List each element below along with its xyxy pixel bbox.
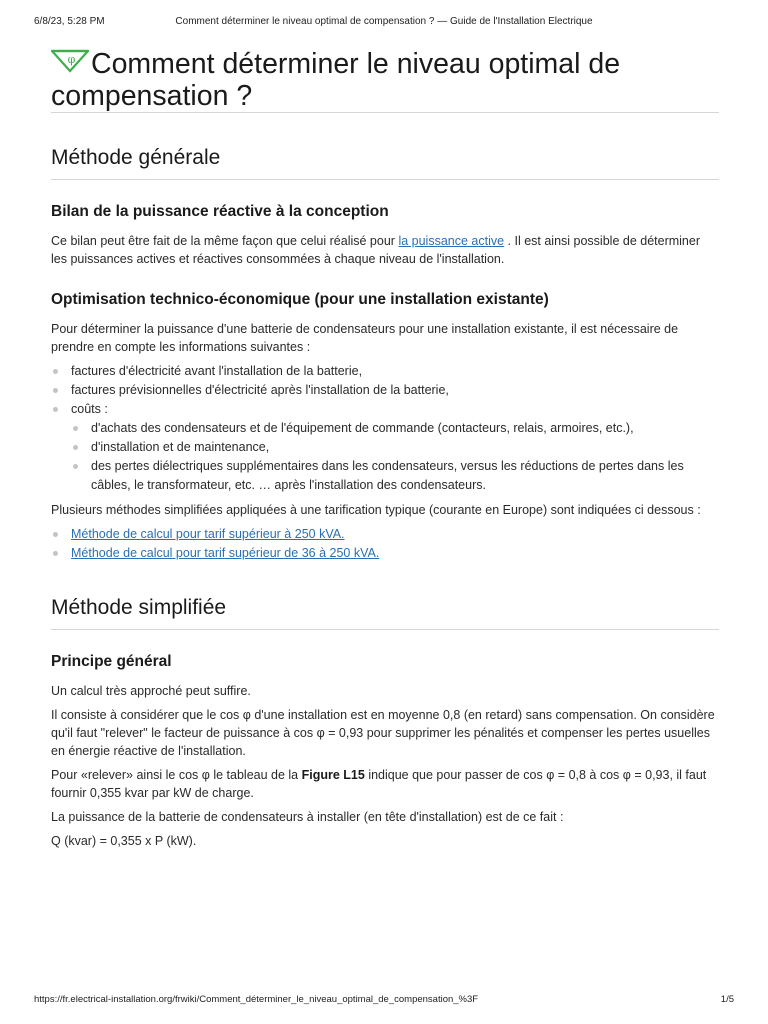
costs-sublist (71, 419, 719, 495)
list-item: d'installation et de maintenance, (71, 438, 719, 457)
methods-intro: Plusieurs méthodes simplifiées appliquées à une tarification typique (courante en Europe) sont indiquées ci dessous : (51, 503, 701, 517)
principe-p1: Un calcul très approché peut suffire. (51, 684, 251, 698)
subheading-bilan: Bilan de la puissance réactive à la conception (51, 203, 389, 220)
section-divider (51, 629, 719, 630)
section-heading-simplified: Méthode simplifiée (51, 596, 227, 619)
svg-text:φ: φ (67, 53, 76, 66)
principe-p2: Il consiste à considérer que le cos φ d'une installation est en moyenne 0,8 (en retard) sans compensation. On considère qu'il faut "relever" le facteur de puissance à cos φ = 0,93 pour supprimer les pénalités et compenser les pertes usuelles en énergie réactive de l'installation. (51, 708, 715, 758)
principe-formula: Q (kvar) = 0,355 x P (kW). (51, 834, 197, 848)
page-title-text: Comment déterminer le niveau optimal de compensation ? (51, 48, 621, 112)
phi-logo-icon (51, 49, 89, 75)
title-divider (51, 112, 719, 113)
list-item (51, 544, 719, 563)
print-header (34, 16, 734, 30)
figure-reference: Figure L15 (301, 768, 365, 782)
list-item: des pertes diélectriques supplémentaires dans les condensateurs, versus les réductions de pertes dans les câbles, le transformateur, etc. … après l'installation des condensateurs. (71, 457, 719, 495)
print-url: https://fr.electrical-installation.org/frwiki/Comment_déterminer_le_niveau_optimal_de_compensation_%3F (34, 994, 479, 1005)
optimisation-intro: Pour déterminer la puissance d'une batterie de condensateurs pour une installation existante, il est nécessaire de prendre en compte les informations suivantes : (51, 322, 679, 354)
subheading-optimisation: Optimisation technico-économique (pour une installation existante) (51, 291, 549, 308)
methods-link-list (51, 525, 719, 563)
puissance-active-link[interactable]: la puissance active (398, 234, 505, 248)
print-page-number: 1/5 (720, 994, 734, 1005)
method-link-250kva[interactable]: Méthode de calcul pour tarif supérieur à 250 kVA. (71, 527, 345, 541)
article-content (51, 44, 719, 856)
list-item (51, 525, 719, 544)
print-date: 6/8/23, 5:28 PM (34, 16, 105, 27)
section-heading-general: Méthode générale (51, 146, 221, 169)
list-item-couts: coûts : d'achats des condensateurs et de l'équipement de commande (contacteurs, relais, armoires, etc.), d'installation et de maintenance, des pertes diélectriques supplémentaires dans les condensateurs, versus les réductions de pertes dans les câbles, le transformateur, etc. … après l'installation des condensateurs. (51, 400, 719, 495)
section-divider (51, 179, 719, 180)
principe-p4: La puissance de la batterie de condensateurs à installer (en tête d'installation) est de ce fait : (51, 810, 564, 824)
list-item: factures prévisionnelles d'électricité après l'installation de la batterie, (51, 381, 719, 400)
list-item: factures d'électricité avant l'installation de la batterie, (51, 362, 719, 381)
method-link-36-250kva[interactable]: Méthode de calcul pour tarif supérieur de 36 à 250 kVA. (71, 546, 380, 560)
principe-p3: Pour «relever» ainsi le cos φ le tableau de la Figure L15 indique que pour passer de cos φ = 0,8 à cos φ = 0,93, il faut fournir 0,355 kvar par kW de charge. (51, 768, 707, 800)
subheading-principe: Principe général (51, 653, 172, 670)
info-list (51, 362, 719, 495)
print-doc-title: Comment déterminer le niveau optimal de compensation ? — Guide de l'Installation Electrique (175, 16, 593, 27)
list-item: d'achats des condensateurs et de l'équipement de commande (contacteurs, relais, armoires, etc.), (71, 419, 719, 438)
print-footer (34, 994, 734, 1008)
bilan-paragraph: Ce bilan peut être fait de la même façon que celui réalisé pour la puissance active . Il est ainsi possible de déterminer les puissances actives et réactives consommées à chaque niveau de l'installation. (51, 234, 700, 266)
page-title (51, 48, 719, 112)
